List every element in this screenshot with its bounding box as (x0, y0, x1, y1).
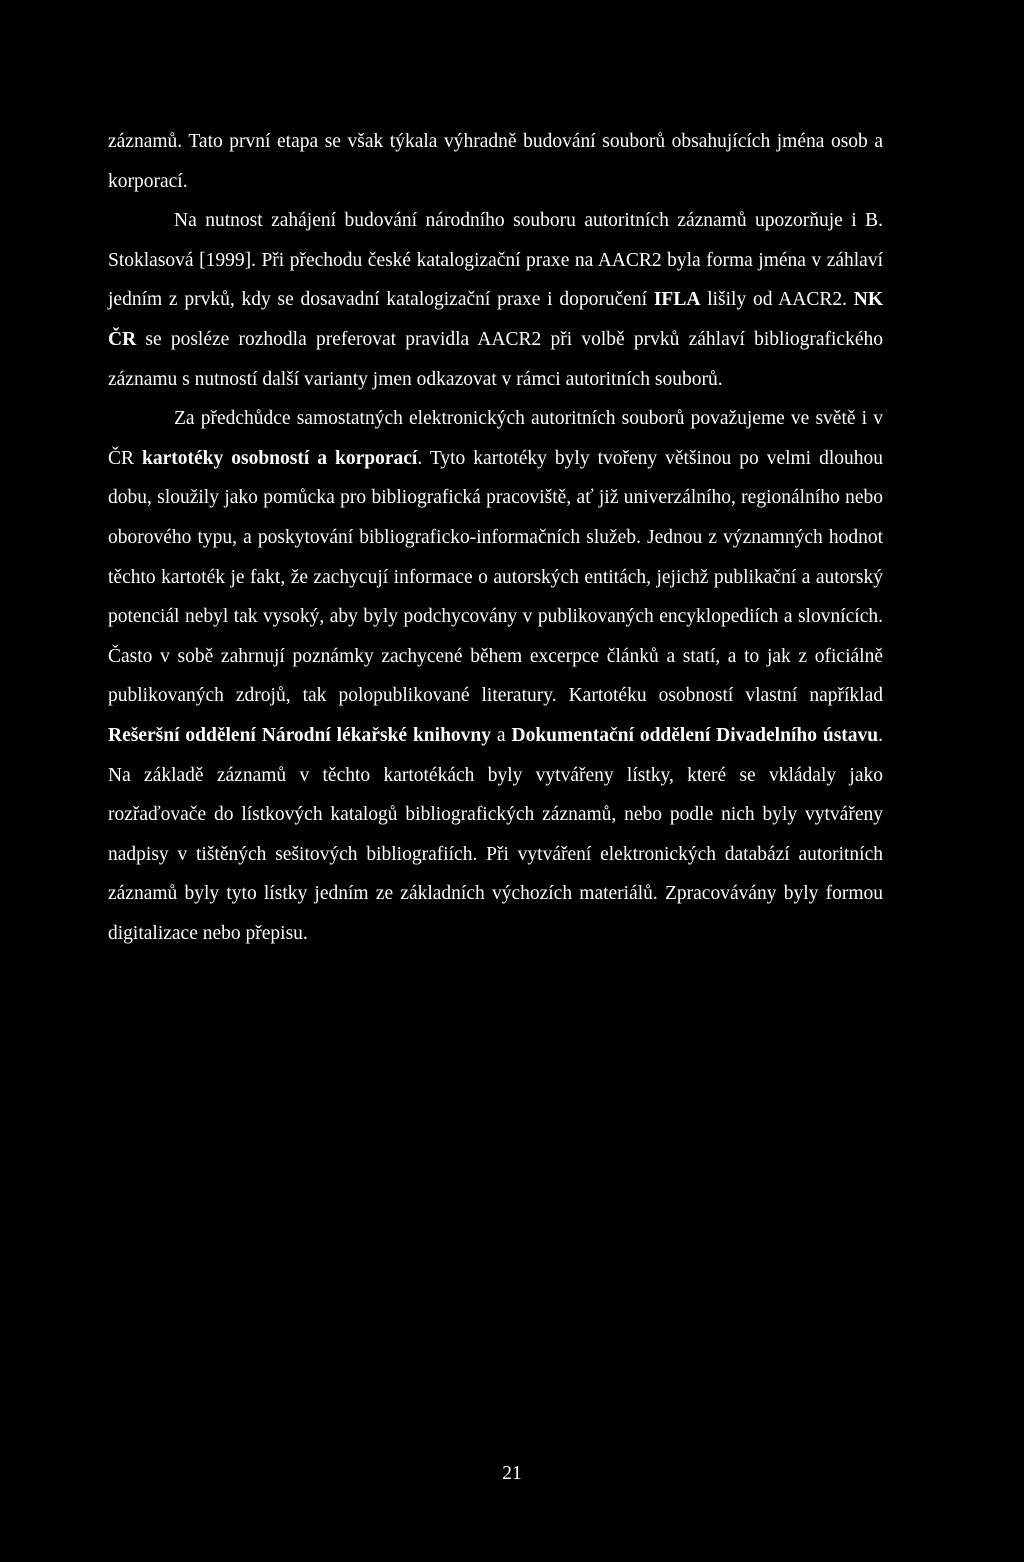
paragraph-2-text-2: lišily od AACR2. (700, 289, 854, 311)
paragraph-2-bold-nk-cr: NK ČR (108, 289, 883, 350)
paragraph-3-text-2: . Tyto kartotéky byly tvořeny většinou po velmi dlouhou dobu, sloužily jako pomůcka pro bibliografická pracoviště, ať již univerzálního, regionálního nebo oborového typu, a poskytování bibliograficko-informačních služeb. Jednou z významných hodnot těchto kartoték je fakt, že zachycují informace o autorských entitách, jejichž publikační a autorský potenciál nebyl tak vysoký, aby byly podchycovány v publikovaných encyklopediích a slovnících. Často v sobě zahrnují poznámky zachycené během excerpce článků a statí, a to jak z oficiálně publikovaných zdrojů, tak polopublikované literatury. Kartotéku osobností vlastní například (108, 447, 884, 707)
paragraph-2-text-3: se posléze rozhodla preferovat pravidla AACR2 při volbě prvků záhlaví bibliografického záznamu s nutností další varianty jmen odkazovat v rámci autoritních souborů. (108, 328, 883, 390)
paragraph-2-text-1: Na nutnost zahájení budování národního souboru autoritních záznamů upozorňuje i B. Stoklasová [1999]. Při přechodu české katalogizační praxe na AACR2 byla forma jména v záhlaví jedním z prvků, kdy se dosavadní katalogizační praxe i doporučení (108, 210, 883, 311)
paragraph-3-bold-du: Dokumentační oddělení Divadelního ústavu (511, 724, 879, 746)
paragraph-3-text-1: Za předchůdce samostatných elektronických autoritních souborů považujeme ve světě i v ČR (108, 408, 883, 469)
page-number: 21 (502, 1463, 522, 1484)
paragraph-2 (108, 201, 883, 399)
paragraph-3 (108, 399, 883, 953)
paragraph-1-text-1: záznamů. Tato první etapa se však týkala výhradně budování souborů obsahujících jména osob a korporací. (108, 131, 883, 192)
document-body (108, 122, 883, 953)
paragraph-3-text-3: a (491, 724, 512, 746)
paragraph-2-bold-ifla: IFLA (653, 289, 701, 311)
paragraph-3-bold-nlk: Rešeršní oddělení Národní lékařské knihovny (108, 724, 492, 746)
paragraph-1 (108, 122, 883, 201)
paragraph-3-text-4: . Na základě záznamů v těchto kartotékách byly vytvářeny lístky, které se vkládaly jako rozřaďovače do lístkových katalogů bibliografických záznamů, nebo podle nich byly vytvářeny nadpisy v tištěných sešitových bibliografiích. Při vytváření elektronických databází autoritních záznamů byly tyto lístky jedním ze základních výchozích materiálů. Zpracovávány byly formou digitalizace nebo přepisu. (108, 724, 884, 944)
paragraph-3-bold-kartoteky: kartotéky osobností a korporací (142, 447, 418, 469)
